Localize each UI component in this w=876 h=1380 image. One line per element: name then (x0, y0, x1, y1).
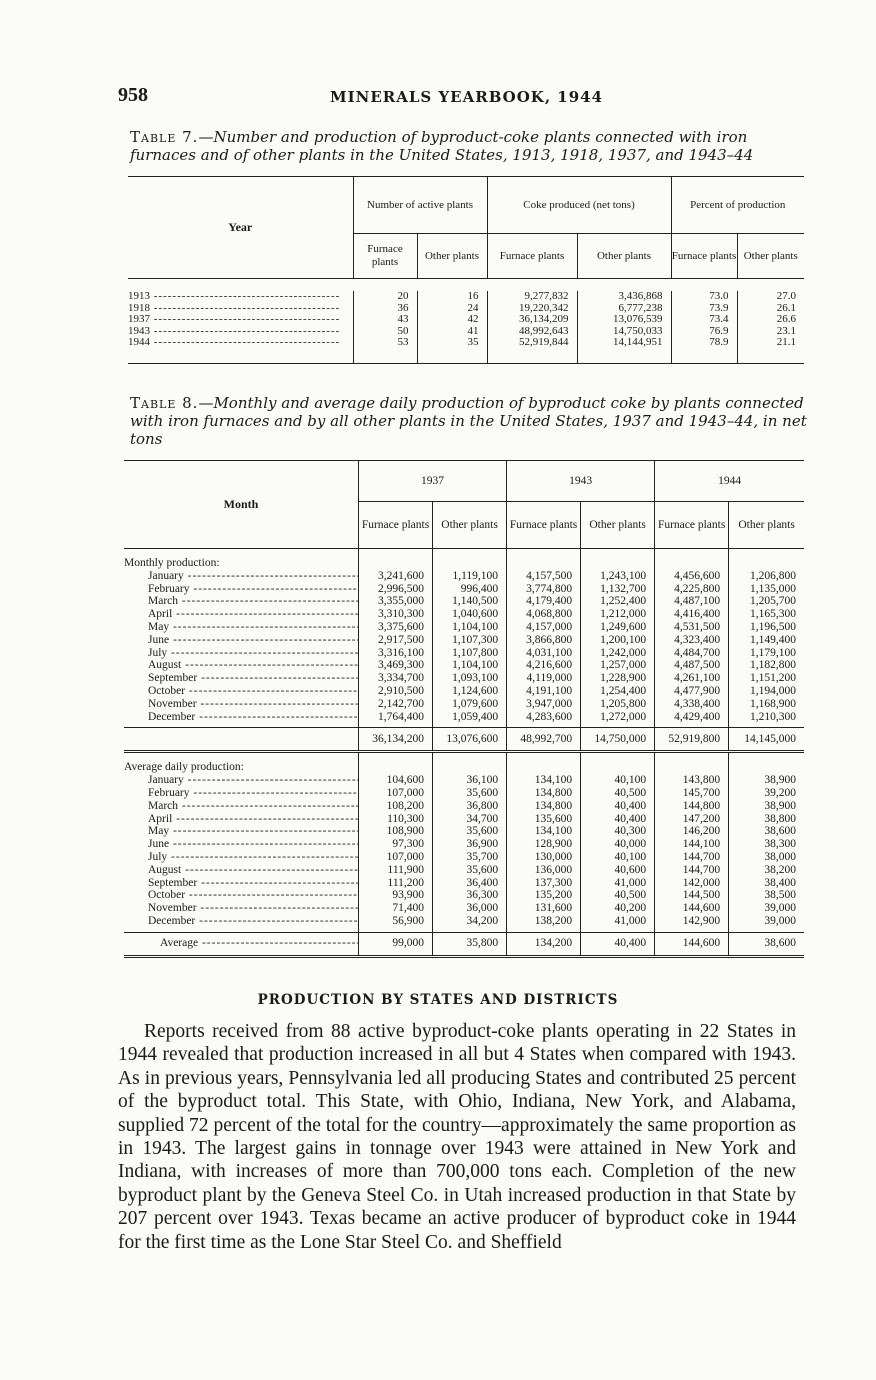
table8-value-cell: 36,300 (433, 889, 507, 902)
table8-value-cell: 40,200 (581, 902, 655, 915)
table7-value-cell: 6,777,238 (577, 303, 671, 315)
table8-value-cell: 3,334,700 (359, 672, 433, 685)
table8-value-cell: 142,000 (655, 877, 729, 890)
table8-value-cell: 108,200 (359, 800, 433, 813)
table7-row (128, 291, 804, 303)
table8-month-cell: October ----- (124, 685, 359, 698)
page-header (118, 84, 808, 110)
table8-value-cell: 1,206,800 (729, 570, 804, 583)
table8-value-cell: 144,700 (655, 851, 729, 864)
table8-value-cell: 38,900 (729, 774, 804, 787)
table8-total-cell: 144,600 (655, 932, 729, 956)
table8-month-cell: March ----- (124, 595, 359, 608)
table8-value-cell: 144,800 (655, 800, 729, 813)
table8-month-cell: September ----- (124, 672, 359, 685)
table8-value-cell: 40,500 (581, 889, 655, 902)
table8-caption (130, 394, 810, 448)
table7 (128, 176, 804, 364)
table8-value-cell: 4,477,900 (655, 685, 729, 698)
table8-year-1937: 1937 (359, 461, 507, 502)
table7-row (128, 337, 804, 349)
table8-value-cell: 1,249,600 (581, 621, 655, 634)
table7-value-cell: 20 (353, 291, 417, 303)
table8-daily-row (124, 864, 804, 877)
table7-sub-furnace: Furnace plants (671, 234, 737, 279)
table8-monthly-row (124, 621, 804, 634)
table7-value-cell: 41 (417, 326, 487, 338)
table8-value-cell: 39,000 (729, 915, 804, 928)
table7-body (128, 279, 804, 364)
table8-monthly-row (124, 685, 804, 698)
table8-value-cell: 108,900 (359, 825, 433, 838)
table8-monthly-row (124, 595, 804, 608)
table8-total-cell: 14,750,000 (581, 728, 655, 752)
table8-value-cell: 38,900 (729, 800, 804, 813)
table8-value-cell: 1,243,100 (581, 570, 655, 583)
table7-value-cell: 73.0 (671, 291, 737, 303)
table8-label: Table 8. (130, 394, 199, 412)
table8-value-cell: 4,487,100 (655, 595, 729, 608)
table8-month-cell: January ----- (124, 570, 359, 583)
table7-value-cell: 48,992,643 (487, 326, 577, 338)
table8-value-cell: 1,182,800 (729, 659, 804, 672)
table8-value-cell: 4,179,400 (507, 595, 581, 608)
table7-value-cell: 50 (353, 326, 417, 338)
table8-value-cell: 38,300 (729, 838, 804, 851)
table8-col-month: Month (124, 461, 359, 549)
table7-year-cell: 1944 ----- (128, 337, 353, 349)
table7-row (128, 326, 804, 338)
table8-value-cell: 1,196,500 (729, 621, 804, 634)
table8-value-cell: 4,456,600 (655, 570, 729, 583)
table8-value-cell: 134,100 (507, 774, 581, 787)
table8-value-cell: 1,212,000 (581, 608, 655, 621)
table7-value-cell: 3,436,868 (577, 291, 671, 303)
table8-value-cell: 144,100 (655, 838, 729, 851)
table8-value-cell: 146,200 (655, 825, 729, 838)
table8-value-cell: 142,900 (655, 915, 729, 928)
table8-value-cell: 38,200 (729, 864, 804, 877)
table8-monthly-row (124, 672, 804, 685)
table8-monthly-row (124, 647, 804, 660)
table8-value-cell: 111,900 (359, 864, 433, 877)
table8-month-cell: February ----- (124, 787, 359, 800)
table8-value-cell: 111,200 (359, 877, 433, 890)
table8-value-cell: 145,700 (655, 787, 729, 800)
table8-title: —Monthly and average daily production of byproduct coke by plants connected with iron furnaces and by all other plants in the United States, 1937 and 1943–44, in net tons (130, 394, 807, 448)
table8-value-cell: 144,700 (655, 864, 729, 877)
table8-monthly-row (124, 634, 804, 647)
table8-month-cell: November ----- (124, 902, 359, 915)
table8-value-cell: 56,900 (359, 915, 433, 928)
table8-value-cell: 144,500 (655, 889, 729, 902)
table7-year-cell: 1937 ----- (128, 314, 353, 326)
table7-sub-other: Other plants (577, 234, 671, 279)
table7-year-cell: 1913 ----- (128, 291, 353, 303)
table8-value-cell: 4,157,500 (507, 570, 581, 583)
table8-value-cell: 1,194,000 (729, 685, 804, 698)
table8-value-cell: 35,600 (433, 787, 507, 800)
table8-value-cell: 1,059,400 (433, 711, 507, 724)
table7-value-cell: 14,750,033 (577, 326, 671, 338)
table8-daily-row (124, 774, 804, 787)
table8-value-cell: 1,764,400 (359, 711, 433, 724)
table8-total-cell: 52,919,800 (655, 728, 729, 752)
table7-sub-furnace: Furnace plants (487, 234, 577, 279)
table8-value-cell: 34,700 (433, 813, 507, 826)
table8-value-cell: 131,600 (507, 902, 581, 915)
table8-value-cell: 40,400 (581, 813, 655, 826)
table8-value-cell: 39,000 (729, 902, 804, 915)
table8-value-cell: 134,800 (507, 800, 581, 813)
table8-monthly-row (124, 583, 804, 596)
table7-value-cell: 36 (353, 303, 417, 315)
table8-value-cell: 71,400 (359, 902, 433, 915)
table8-month-cell: May ----- (124, 621, 359, 634)
table8-daily-row (124, 825, 804, 838)
table8-value-cell: 134,800 (507, 787, 581, 800)
table8-value-cell: 104,600 (359, 774, 433, 787)
table7-value-cell: 78.9 (671, 337, 737, 349)
table8-daily-row (124, 889, 804, 902)
table8-value-cell: 1,179,100 (729, 647, 804, 660)
section-paragraph: Reports received from 88 active byproduct-coke plants operating in 22 States in 1944 revealed that production increased in all but 4 States when compared with 1943. As in previous years, Pennsylvania led all producing States and contributed 25 percent of the byproduct total. This State, with Ohio, Indiana, New York, and Alabama, supplied 72 percent of the total for the country—approximately the same proportion as in 1943. The largest gains in tonnage over 1943 were attained in New York and Indiana, with increases of more than 700,000 tons each. Completion of the new byproduct plant by the Geneva Steel Co. in Utah increased production in that State by 207 percent over 1943. Texas became an active producer of byproduct coke in 1944 for the first time as the Lone Star Steel Co. and Sheffield (118, 1021, 796, 1253)
table7-value-cell: 24 (417, 303, 487, 315)
table8-value-cell: 4,216,600 (507, 659, 581, 672)
table8-value-cell: 143,800 (655, 774, 729, 787)
table8-total-cell: 48,992,700 (507, 728, 581, 752)
table8-month-cell: April ----- (124, 813, 359, 826)
table8 (124, 460, 804, 958)
table8-value-cell: 3,310,300 (359, 608, 433, 621)
table7-value-cell: 73.4 (671, 314, 737, 326)
table8-value-cell: 35,700 (433, 851, 507, 864)
table7-value-cell: 23.1 (737, 326, 804, 338)
table8-sub-furnace: Furnace plants (507, 502, 581, 549)
table8-value-cell: 1,135,000 (729, 583, 804, 596)
table8-value-cell: 34,200 (433, 915, 507, 928)
table8-value-cell: 3,241,600 (359, 570, 433, 583)
table8-value-cell: 36,800 (433, 800, 507, 813)
table8-value-cell: 38,600 (729, 825, 804, 838)
table8-value-cell: 41,000 (581, 915, 655, 928)
table8-month-cell: January ----- (124, 774, 359, 787)
table7-group-active-plants: Number of active plants (353, 177, 487, 234)
table8-value-cell: 36,900 (433, 838, 507, 851)
table7-value-cell: 13,076,539 (577, 314, 671, 326)
table8-value-cell: 1,093,100 (433, 672, 507, 685)
table7-caption (130, 128, 810, 164)
table8-value-cell: 1,149,400 (729, 634, 804, 647)
table8-value-cell: 136,000 (507, 864, 581, 877)
table8-value-cell: 36,000 (433, 902, 507, 915)
table8-total-cell: 13,076,600 (433, 728, 507, 752)
table8-value-cell: 4,119,000 (507, 672, 581, 685)
table7-sub-other: Other plants (737, 234, 804, 279)
table8-value-cell: 1,252,400 (581, 595, 655, 608)
table7-value-cell: 73.9 (671, 303, 737, 315)
table8-value-cell: 1,205,700 (729, 595, 804, 608)
table8-monthly-heading: Monthly production: (124, 557, 220, 569)
table7-sub-furnace: Furnace plants (353, 234, 417, 279)
table8-month-cell: December ----- (124, 711, 359, 724)
table8-value-cell: 4,261,100 (655, 672, 729, 685)
table8-value-cell: 40,300 (581, 825, 655, 838)
table8-monthly-row (124, 711, 804, 724)
table8-value-cell: 4,157,000 (507, 621, 581, 634)
table8-value-cell: 110,300 (359, 813, 433, 826)
table8-monthly-row (124, 659, 804, 672)
table8-value-cell: 3,355,000 (359, 595, 433, 608)
table8-value-cell: 4,338,400 (655, 698, 729, 711)
table8-value-cell: 4,031,100 (507, 647, 581, 660)
table8-daily-row (124, 787, 804, 800)
table8-average-label: Average ----- (124, 932, 359, 956)
table8-value-cell: 4,068,800 (507, 608, 581, 621)
table8-value-cell: 1,200,100 (581, 634, 655, 647)
table7-value-cell: 35 (417, 337, 487, 349)
table8-value-cell: 3,866,800 (507, 634, 581, 647)
table7-value-cell: 36,134,209 (487, 314, 577, 326)
table8-value-cell: 2,142,700 (359, 698, 433, 711)
table8-value-cell: 1,104,100 (433, 659, 507, 672)
table8-value-cell: 3,947,000 (507, 698, 581, 711)
table8-value-cell: 4,429,400 (655, 711, 729, 724)
table7-row (128, 314, 804, 326)
table8-value-cell: 40,000 (581, 838, 655, 851)
table8-value-cell: 38,000 (729, 851, 804, 864)
table8-value-cell: 130,000 (507, 851, 581, 864)
table8-body (124, 549, 804, 957)
table8-value-cell: 1,119,100 (433, 570, 507, 583)
table8-value-cell: 1,079,600 (433, 698, 507, 711)
table8-value-cell: 1,040,600 (433, 608, 507, 621)
table7-value-cell: 9,277,832 (487, 291, 577, 303)
table8-value-cell: 134,100 (507, 825, 581, 838)
table8-total-cell: 14,145,000 (729, 728, 804, 752)
table8-value-cell: 36,400 (433, 877, 507, 890)
table7-value-cell: 26.6 (737, 314, 804, 326)
table7-sub-other: Other plants (417, 234, 487, 279)
table8-value-cell: 40,400 (581, 800, 655, 813)
table8-total-cell: 99,000 (359, 932, 433, 956)
table8-value-cell: 4,283,600 (507, 711, 581, 724)
table8-sub-furnace: Furnace plants (655, 502, 729, 549)
table7-row (128, 303, 804, 315)
table8-value-cell: 1,257,000 (581, 659, 655, 672)
table8-month-cell: March ----- (124, 800, 359, 813)
table8-value-cell: 38,400 (729, 877, 804, 890)
table8-value-cell: 3,375,600 (359, 621, 433, 634)
table8-value-cell: 1,104,100 (433, 621, 507, 634)
table8-month-cell: October ----- (124, 889, 359, 902)
table8-month-cell: August ----- (124, 864, 359, 877)
table8-value-cell: 40,100 (581, 774, 655, 787)
table7-value-cell: 27.0 (737, 291, 804, 303)
table8-value-cell: 4,225,800 (655, 583, 729, 596)
table8-total-cell: 40,400 (581, 932, 655, 956)
table8-value-cell: 4,487,500 (655, 659, 729, 672)
table7-value-cell: 26.1 (737, 303, 804, 315)
table8-value-cell: 1,205,800 (581, 698, 655, 711)
table8-month-cell: July ----- (124, 851, 359, 864)
table8-value-cell: 4,191,100 (507, 685, 581, 698)
table8-value-cell: 35,600 (433, 825, 507, 838)
table8-value-cell: 41,000 (581, 877, 655, 890)
table7-value-cell: 14,144,951 (577, 337, 671, 349)
table8-daily-row (124, 902, 804, 915)
table8-month-cell: July ----- (124, 647, 359, 660)
table8-total-cell: 36,134,200 (359, 728, 433, 752)
table8-value-cell: 138,200 (507, 915, 581, 928)
table8-value-cell: 1,168,900 (729, 698, 804, 711)
table7-year-cell: 1943 ----- (128, 326, 353, 338)
table8-value-cell: 135,600 (507, 813, 581, 826)
table8-value-cell: 1,228,900 (581, 672, 655, 685)
table8-month-cell: November ----- (124, 698, 359, 711)
table8-month-cell: May ----- (124, 825, 359, 838)
table8-value-cell: 40,500 (581, 787, 655, 800)
table8-monthly-row (124, 608, 804, 621)
table8-value-cell: 2,996,500 (359, 583, 433, 596)
table8-monthly-total-row (124, 728, 804, 752)
table8-value-cell: 36,100 (433, 774, 507, 787)
table8-value-cell: 1,254,400 (581, 685, 655, 698)
table7-value-cell: 21.1 (737, 337, 804, 349)
table8-sub-other: Other plants (433, 502, 507, 549)
table8-value-cell: 1,151,200 (729, 672, 804, 685)
table8-value-cell: 35,600 (433, 864, 507, 877)
running-title: MINERALS YEARBOOK, 1944 (330, 88, 604, 106)
table7-group-percent: Percent of production (671, 177, 804, 234)
table8-value-cell: 97,300 (359, 838, 433, 851)
table8-total-label (124, 728, 359, 752)
table8-year-1943: 1943 (507, 461, 655, 502)
table8-month-cell: June ----- (124, 838, 359, 851)
table8-value-cell: 40,100 (581, 851, 655, 864)
table8-value-cell: 39,200 (729, 787, 804, 800)
table8-value-cell: 38,800 (729, 813, 804, 826)
table7-col-year: Year (128, 177, 353, 279)
table8-average-row (124, 932, 804, 956)
table8-total-cell: 38,600 (729, 932, 804, 956)
table8-value-cell: 137,300 (507, 877, 581, 890)
table8-daily-heading: Average daily production: (124, 761, 244, 774)
table8-value-cell: 93,900 (359, 889, 433, 902)
table7-value-cell: 52,919,844 (487, 337, 577, 349)
table8-total-cell: 134,200 (507, 932, 581, 956)
table8-sub-other: Other plants (581, 502, 655, 549)
table8-value-cell: 1,140,500 (433, 595, 507, 608)
table8-value-cell: 135,200 (507, 889, 581, 902)
table8-month-cell: June ----- (124, 634, 359, 647)
table7-value-cell: 76.9 (671, 326, 737, 338)
table8-value-cell: 4,416,400 (655, 608, 729, 621)
table8-month-cell: September ----- (124, 877, 359, 890)
table8-value-cell: 107,000 (359, 787, 433, 800)
table8-value-cell: 996,400 (433, 583, 507, 596)
table7-value-cell: 19,220,342 (487, 303, 577, 315)
table7-year-cell: 1918 ----- (128, 303, 353, 315)
table7-value-cell: 43 (353, 314, 417, 326)
table8-value-cell: 4,531,500 (655, 621, 729, 634)
table8-value-cell: 147,200 (655, 813, 729, 826)
table8-daily-row (124, 800, 804, 813)
table8-value-cell: 1,165,300 (729, 608, 804, 621)
table8-value-cell: 1,107,300 (433, 634, 507, 647)
table8-daily-row (124, 838, 804, 851)
table8-value-cell: 144,600 (655, 902, 729, 915)
table8-daily-row (124, 915, 804, 928)
table8-value-cell: 1,272,000 (581, 711, 655, 724)
table8-year-1944: 1944 (655, 461, 804, 502)
table8-month-cell: December ----- (124, 915, 359, 928)
table8-daily-row (124, 877, 804, 890)
table8-value-cell: 4,323,400 (655, 634, 729, 647)
table8-monthly-row (124, 698, 804, 711)
table7-label: Table 7. (130, 128, 199, 146)
table8-value-cell: 1,132,700 (581, 583, 655, 596)
page-number: 958 (118, 84, 148, 106)
table7-group-coke-produced: Coke produced (net tons) (487, 177, 671, 234)
table8-value-cell: 1,124,600 (433, 685, 507, 698)
table7-value-cell: 16 (417, 291, 487, 303)
table8-value-cell: 3,469,300 (359, 659, 433, 672)
table8-value-cell: 2,917,500 (359, 634, 433, 647)
table8-value-cell: 2,910,500 (359, 685, 433, 698)
table8-value-cell: 3,316,100 (359, 647, 433, 660)
table8-total-cell: 35,800 (433, 932, 507, 956)
table8-daily-row (124, 851, 804, 864)
table8-value-cell: 128,900 (507, 838, 581, 851)
table8-sub-furnace: Furnace plants (359, 502, 433, 549)
table8-monthly-row (124, 570, 804, 583)
section-heading: PRODUCTION BY STATES AND DISTRICTS (257, 992, 619, 1008)
table8-value-cell: 1,210,300 (729, 711, 804, 724)
table8-month-cell: February ----- (124, 583, 359, 596)
table8-value-cell: 107,000 (359, 851, 433, 864)
table7-title: —Number and production of byproduct-coke plants connected with iron furnaces and of other plants in the United States, 1913, 1918, 1937, and 1943–44 (130, 128, 754, 164)
table8-value-cell: 1,242,000 (581, 647, 655, 660)
table8-value-cell: 4,484,700 (655, 647, 729, 660)
table8-sub-other: Other plants (729, 502, 804, 549)
table8-value-cell: 38,500 (729, 889, 804, 902)
table8-month-cell: April ----- (124, 608, 359, 621)
table7-value-cell: 42 (417, 314, 487, 326)
table8-value-cell: 40,600 (581, 864, 655, 877)
table7-value-cell: 53 (353, 337, 417, 349)
table8-value-cell: 3,774,800 (507, 583, 581, 596)
table8-daily-row (124, 813, 804, 826)
table8-value-cell: 1,107,800 (433, 647, 507, 660)
table8-month-cell: August ----- (124, 659, 359, 672)
